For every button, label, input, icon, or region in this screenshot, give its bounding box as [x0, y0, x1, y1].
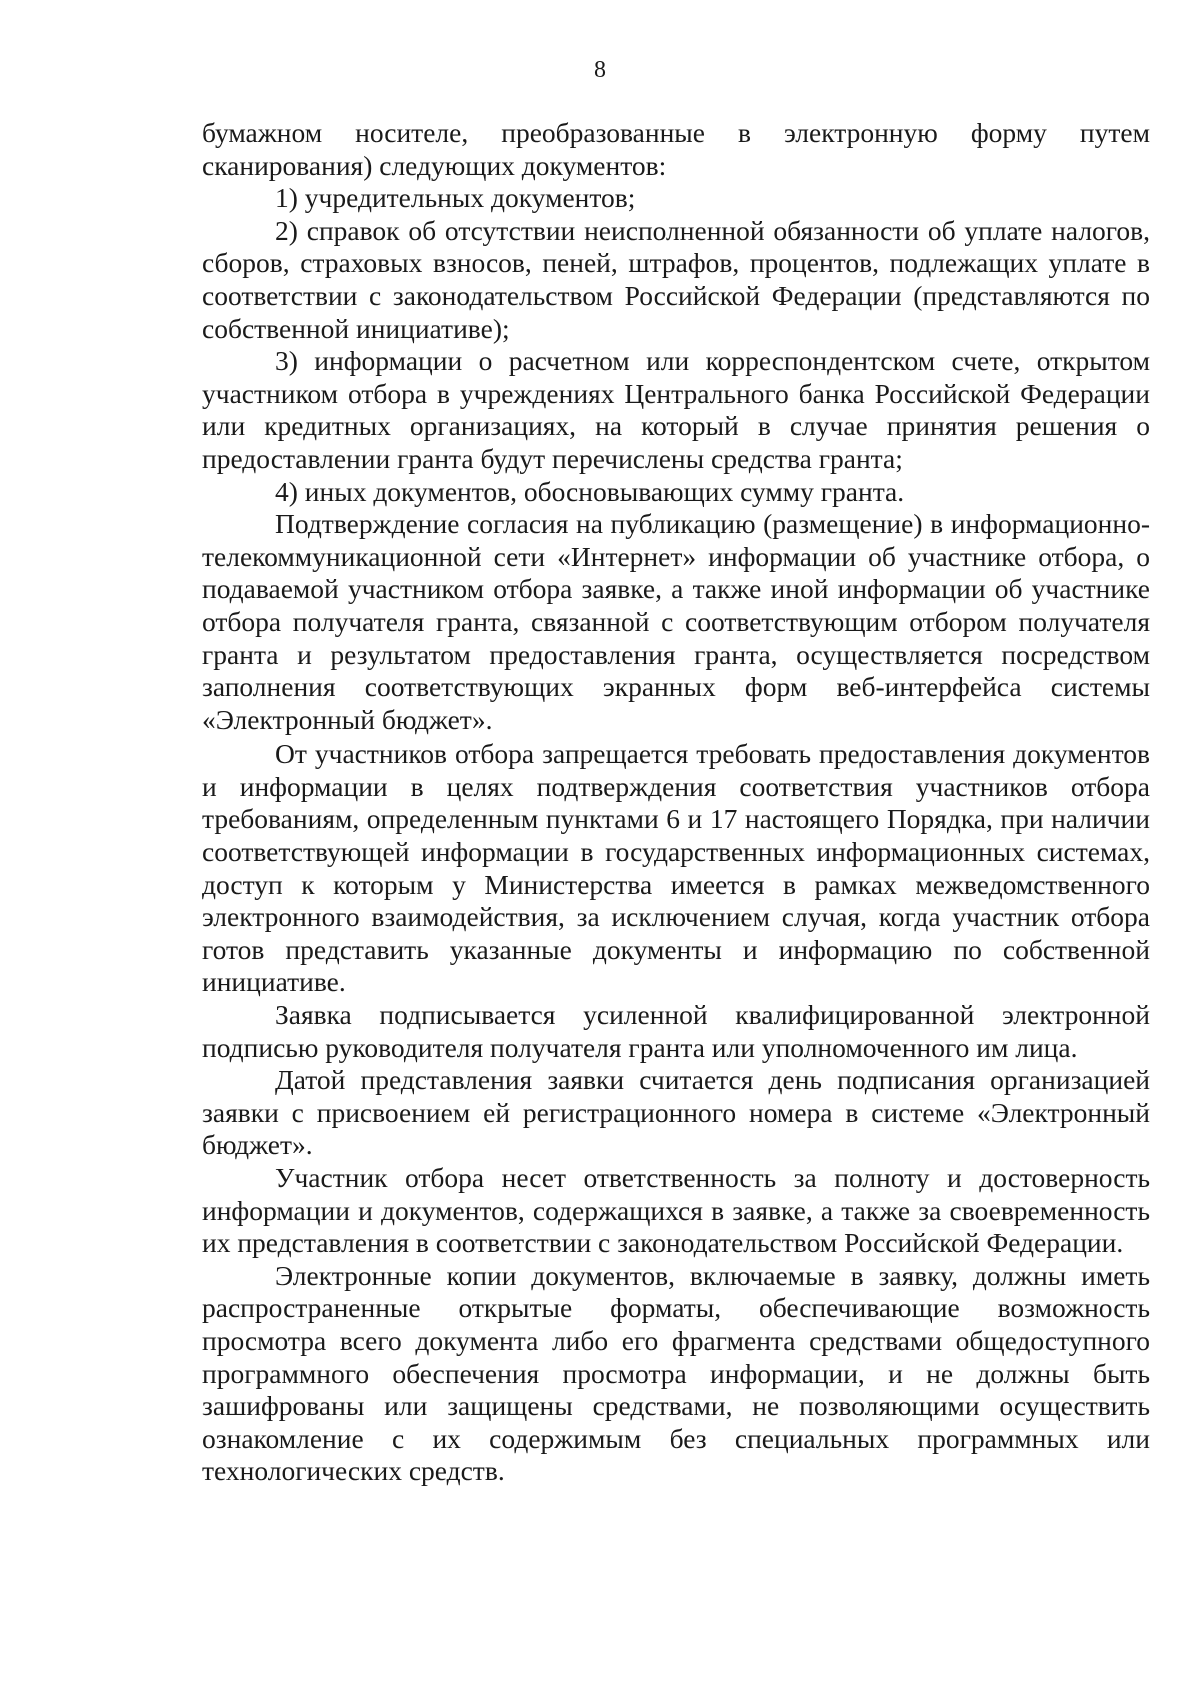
list-item-3: 3) информации о расчетном или корреспондентском счете, открытом участником отбора в учреждениях Центрального банка Российской Федерации или кредитных организациях, на который в случае принятия решения о предоставлении гранта будут перечислены средства гранта;: [202, 345, 1150, 474]
paragraph-electronic-copies: Электронные копии документов, включаемые в заявку, должны иметь распространенные открытые форматы, обеспечивающие возможность просмотра всего документа либо его фрагмента средствами общедоступного программного обеспечения просмотра информации, и не должны быть зашифрованы или защищены средствами, не позволяющими осуществить ознакомление с их содержимым без специальных программных или технологических средств.: [202, 1259, 1150, 1487]
paragraph-prohibition: От участников отбора запрещается требовать предоставления документов и информации в целях подтверждения соответствия участников отбора требованиям, определенным пунктами 6 и 17 настоящего Порядка, при наличии соответствующей информации в государственных информационных системах, доступ к которым у Министерства имеется в рамках межведомственного электронного взаимодействия, за исключением случая, когда участник отбора готов представить указанные документы и информацию по собственной инициативе.: [202, 738, 1150, 998]
document-body: [202, 117, 1150, 1488]
page-number: 8: [594, 57, 606, 83]
paragraph-continuation: бумажном носителе, преобразованные в электронную форму путем сканирования) следующих документов:: [202, 117, 1150, 181]
list-item-2: 2) справок об отсутствии неисполненной обязанности об уплате налогов, сборов, страховых взносов, пеней, штрафов, процентов, подлежащих уплате в соответствии с законодательством Российской Федерации (представляются по собственной инициативе);: [202, 214, 1150, 344]
paragraph-consent: Подтверждение согласия на публикацию (размещение) в информационно-телекоммуникационной сети «Интернет» информации об участнике отбора, о подаваемой участником отбора заявке, а также иной информации об участнике отбора получателя гранта, связанной с соответствующим отбором получателя гранта и результатом предоставления гранта, осуществляется посредством заполнения соответствующих экранных форм веб-интерфейса системы «Электронный бюджет».: [202, 508, 1150, 735]
paragraph-signature: Заявка подписывается усиленной квалифицированной электронной подписью руководителя получателя гранта или уполномоченного им лица.: [202, 999, 1150, 1063]
paragraph-responsibility: Участник отбора несет ответственность за полноту и достоверность информации и документов, содержащихся в заявке, а также за своевременность их представления в соответствии с законодательством Российской Федерации.: [202, 1162, 1150, 1259]
list-item-1: 1) учредительных документов;: [275, 182, 636, 214]
paragraph-submission-date: Датой представления заявки считается день подписания организацией заявки с присвоением ей регистрационного номера в системе «Электронный бюджет».: [202, 1064, 1150, 1161]
list-item-4: 4) иных документов, обосновывающих сумму гранта.: [275, 475, 905, 507]
